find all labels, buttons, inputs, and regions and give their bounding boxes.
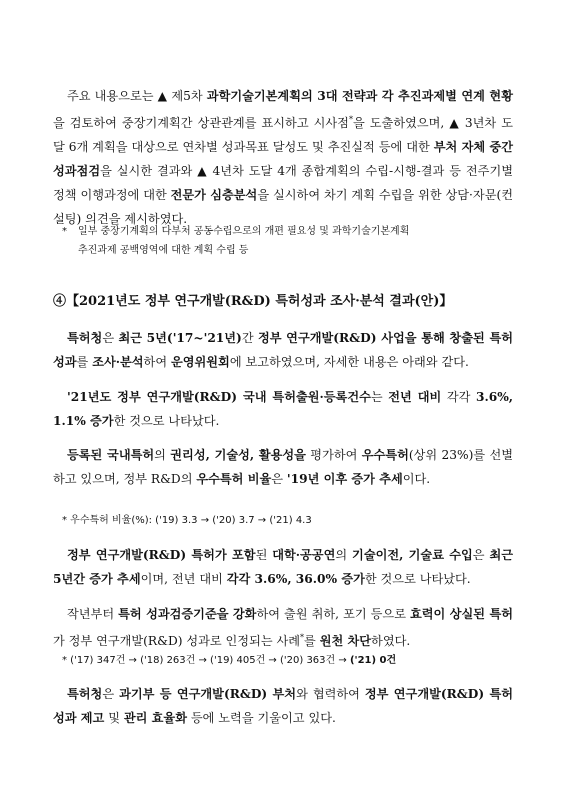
text: 는 [370,390,389,404]
footnote-mark: * [348,115,353,124]
text: 하였다. [371,634,411,649]
section-heading: ④【2021년도 정부 연구개발(R&D) 특허성과 조사·분석 결과(안)】 [53,294,453,309]
text: 은 [102,687,120,701]
paragraph-tech-transfer [53,543,513,591]
bold-text: 운영위원회 [170,355,230,369]
footnote-mark: * [300,633,305,642]
text: 와 협력하여 [296,687,365,701]
bold-text: 정부 연구개발(R&D) 특허가 포함 [67,548,256,562]
bold-text: 관리 효율화 [123,711,187,725]
text: 하여 출원 취하, 포기 등으로 [256,607,411,621]
bold-text: '21년도 정부 연구개발(R&D) 국내 특허출원·등록건수 [67,390,371,404]
footnote-line: 일부 중장기계획의 다부처 공동수립으로의 개편 필요성 및 과학기술기본계획 [78,226,410,237]
text: 된 [255,548,273,562]
text: 평가하여 [305,448,362,462]
bold-text: '19년 이후 증가 추세 [286,472,403,486]
footnote-line: 추진과제 공백영역에 대한 계획 수립 등 [78,245,249,256]
bold-text: 우수특허 비율 [196,472,272,486]
text: 은 [102,331,119,345]
text: 를 [304,634,320,649]
bold-text: 부처 자체 중간 성과점검 [53,140,514,179]
text: 을 검토하여 중장기계획간 상관관계를 표시하고 시사점 [53,116,349,131]
text: 은 [271,472,287,486]
footnote-3 [62,651,522,670]
text: 의 [335,548,353,562]
bold-text: 전년 대비 [388,390,442,404]
footnote-bold: ('21) 0건 [349,655,397,666]
paragraph-verification [53,602,513,653]
bold-text: 전문가 심층분석 [170,188,258,203]
text: 은 [472,548,490,562]
text: 한 것으로 나타났다. [364,572,471,586]
bold-text: 우수특허 [361,448,409,462]
bold-text: 효력이 상실된 특허 [410,607,514,621]
bold-text: 최근 5년간 증가 추세 [53,548,514,586]
text: 작년부터 [67,607,119,621]
paragraph-application-count [53,385,513,433]
text: 를 [76,355,93,369]
bold-text: 특허 성과검증기준을 강화 [118,607,257,621]
bold-text: 원천 차단 [319,634,372,649]
text: 이다. [402,472,431,486]
text: 및 [104,711,124,725]
bold-text: 기술이전, 기술료 수입 [352,548,473,562]
text: (상위 23%)를 선별하고 있으며, 정부 R&D의 [53,448,514,486]
text: 을 실시한 결과와 ▲ 4년차 도달 4개 종합계획의 수립-시행-결과 등 전주기별 정책 이행과정에 대한 [53,164,513,203]
text: 하여 [143,355,171,369]
bold-text: 3.6%, 1.1% 증가 [53,390,514,428]
text: 간 [241,331,258,345]
bold-text: 최근 5년('17~'21년) [118,331,242,345]
paragraph-excellent-patents [53,443,513,491]
bold-text: 과학기술기본계획의 3대 전략과 각 추진과제별 연계 현황 [206,89,513,103]
bold-text: 정부 연구개발(R&D) 특허성과 제고 [53,687,513,725]
text: 등에 노력을 기울이고 있다. [186,711,336,725]
bold-text: 과기부 등 연구개발(R&D) 부처 [119,687,297,701]
footnote-2: * 우수특허 비율(%): ('19) 3.3 → ('20) 3.7 → ('21) 4.3 [62,515,312,526]
footnote-1 [62,222,522,260]
text: 주요 내용으로는 ▲ 제5차 [67,89,207,103]
bold-text: 각각 3.6%, 36.0% 증가 [226,572,365,586]
text: 을 실시하여 차기 계획 수립을 위한 상담·자문(컨설팅) 의견을 제시하였다. [53,188,514,227]
paragraph-cooperation [53,682,513,730]
bold-text: 대학·공공연 [272,548,336,562]
bold-text: 권리성, 기술성, 활용성을 [170,448,306,462]
text: 을 도출하였으며, ▲ 3년차 도달 6개 계획을 대상으로 연차별 성과목표 달성도 및 추진실적 등에 대한 [53,116,514,155]
bold-text: 정부 연구개발(R&D) 사업을 통해 창출된 특허성과 [53,331,513,369]
text: 이며, 전년 대비 [140,572,227,586]
paragraph-main-contents [53,84,513,231]
text: 각각 [441,390,476,404]
text: 에 보고하였으며, 자세한 내용은 아래와 같다. [229,355,469,369]
footnote-marker: * [62,226,67,237]
paragraph-patent-survey [53,326,513,374]
text: 가 정부 연구개발(R&D) 성과로 인정되는 사례 [53,634,301,649]
bold-text: 조사·분석 [92,355,144,369]
text: 의 [154,448,171,462]
bold-text: 특허청 [67,331,103,345]
bold-text: 등록된 국내특허 [67,448,155,462]
footnote-text: * ('17) 347건 → ('18) 263건 → ('19) 405건 → ('20) 363건 → [62,655,350,666]
text: 한 것으로 나타났다. [113,414,220,428]
bold-text: 특허청 [67,687,103,701]
